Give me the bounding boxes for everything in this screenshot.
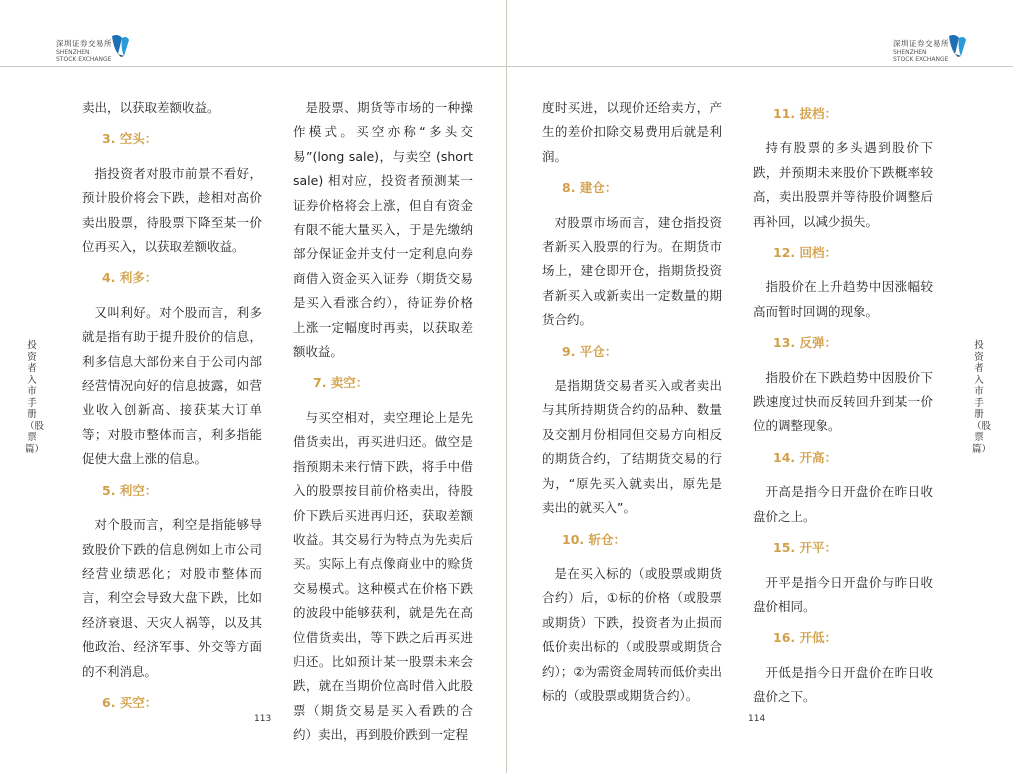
heading: 11. 拔档： — [773, 106, 837, 121]
logo-name-en: SHENZHEN STOCK EXCHANGE — [893, 49, 949, 63]
logo-name-cn: 深圳证券交易所 — [893, 39, 949, 48]
heading: 10. 斩仓： — [562, 531, 626, 547]
paragraph: 与买空相对，卖空理论上是先借货卖出，再买进归还。做空是指预期未来行情下跌，将手中借入的股票按目前价格卖出，待股价下跌后买进再归还，获取差额收益。其交易行为特点为先卖后买。实际上有点像商业中的赊货交易模式。这种模式在价格下跌的波段中能够获利，就是先在高位借货卖出，等下跌之后再买进归还。比如预计某一股票未来会跌，就在当期价位高时借入此股票（期货交易是买入看跌的合约）卖出，再到股价跌到一定程 — [293, 409, 473, 743]
right-col-1 — [542, 96, 722, 715]
paragraph: 指股价在上升趋势中因涨幅较高而暂时回调的现象。 — [753, 279, 933, 319]
logo-name-cn: 深圳证券交易所 — [56, 39, 112, 48]
logo-mark-icon — [945, 32, 967, 58]
heading: 14. 开高： — [773, 449, 837, 465]
paragraph: 度时买进，以现价还给卖方，产生的差价扣除交易费用后就是利润。 — [542, 100, 722, 164]
paragraph: 持有股票的多头遇到股价下跌，并预期未来股价下跌概率较高，卖出股票并等待股价调整后再补回，以减少损失。 — [753, 140, 933, 229]
szse-logo — [893, 34, 1013, 74]
heading: 12. 回档： — [773, 245, 837, 261]
heading: 3. 空头： — [102, 131, 158, 147]
right-col-2 — [753, 96, 933, 717]
heading: 16. 开低： — [773, 630, 837, 646]
sidebar-title: 投资者入市手册（股票篇） — [25, 340, 45, 455]
paragraph: 又叫利好。对个股而言，利多就是指有助于提升股价的信息，利多信息大部份来自于公司内部经营情况向好的信息披露，如营业收入创新高、接获某大订单等；对股市整体而言，利多指能促使大盘上涨的信息。 — [82, 304, 262, 467]
heading: 9. 平仓： — [562, 343, 618, 359]
heading: 13. 反弹： — [773, 335, 837, 351]
paragraph: 对股票市场而言，建仓指投资者新买入股票的行为。在期货市场上，建仓即开仓，指期货投资者新买入或新卖出一定数量的期货合约。 — [542, 214, 722, 328]
paragraph: 开平是指今日开盘价与昨日收盘价相同。 — [753, 574, 933, 614]
heading: 8. 建仓： — [562, 180, 618, 196]
paragraph: 是指期货交易者买入或者卖出与其所持期货合约的品种、数量及交割月份相同但交易方向相反的期货合约，了结期货交易的行为，“原先买入就卖出，原先是卖出的就买入”。 — [542, 378, 722, 516]
left-page — [0, 0, 506, 773]
paragraph: 指股价在下跌趋势中因股价下跌速度过快而反转回升到某一价位的调整现象。 — [753, 369, 933, 434]
szse-logo — [56, 34, 196, 74]
paragraph: 开低是指今日开盘价在昨日收盘价之下。 — [753, 664, 933, 705]
logo-mark-icon — [108, 32, 130, 58]
paragraph: 指投资者对股市前景不看好，预计股价将会下跌，趁相对高价卖出股票，待股票下降至某一价位再买入，以获取差额收益。 — [82, 165, 262, 255]
heading: 15. 开平： — [773, 540, 837, 556]
paragraph: 开高是指今日开盘价在昨日收盘价之上。 — [753, 484, 933, 524]
paragraph: 卖出，以获取差额收益。 — [82, 100, 220, 115]
right-page — [507, 0, 1013, 773]
paragraph: 是股票、期货等市场的一种操作模式。买空亦称“多头交易”(long sale)，与卖空 (short sale) 相对应，投资者预测某一证券价格将会上涨，但自有资金有限不能大量买入，于是先缴纳部分保证金并支付一定利息向券商借入资金买入证券（期货交易是买入看涨合约），待证券价格上涨一定幅度时再卖，以获取差额收益。 — [293, 100, 473, 360]
sidebar-title: 投资者入市手册（股票篇） — [972, 340, 992, 455]
heading: 5. 利空： — [102, 482, 158, 498]
page-number: 113 — [254, 714, 272, 724]
heading: 4. 利多： — [102, 270, 158, 286]
heading: 7. 卖空： — [313, 375, 369, 391]
left-col-1 — [82, 96, 262, 725]
left-col-2 — [293, 96, 473, 755]
page-number: 114 — [748, 714, 766, 724]
paragraph: 是在买入标的（或股票或期货合约）后，①标的价格（或股票或期货）下跌，投资者为止损而低价卖出标的（或股票或期货合约）；②为需资金周转而低价卖出标的（或股票或期货合约）。 — [542, 565, 722, 703]
heading: 6. 买空： — [102, 694, 158, 710]
logo-name-en: SHENZHEN STOCK EXCHANGE — [56, 49, 112, 63]
paragraph: 对个股而言，利空是指能够导致股价下跌的信息例如上市公司经营业绩恶化；对股市整体而言，利空会导致大盘下跌，比如经济衰退、天灾人祸等，以及其他政治、经济军事、外交等方面的不利消息。 — [82, 517, 262, 679]
